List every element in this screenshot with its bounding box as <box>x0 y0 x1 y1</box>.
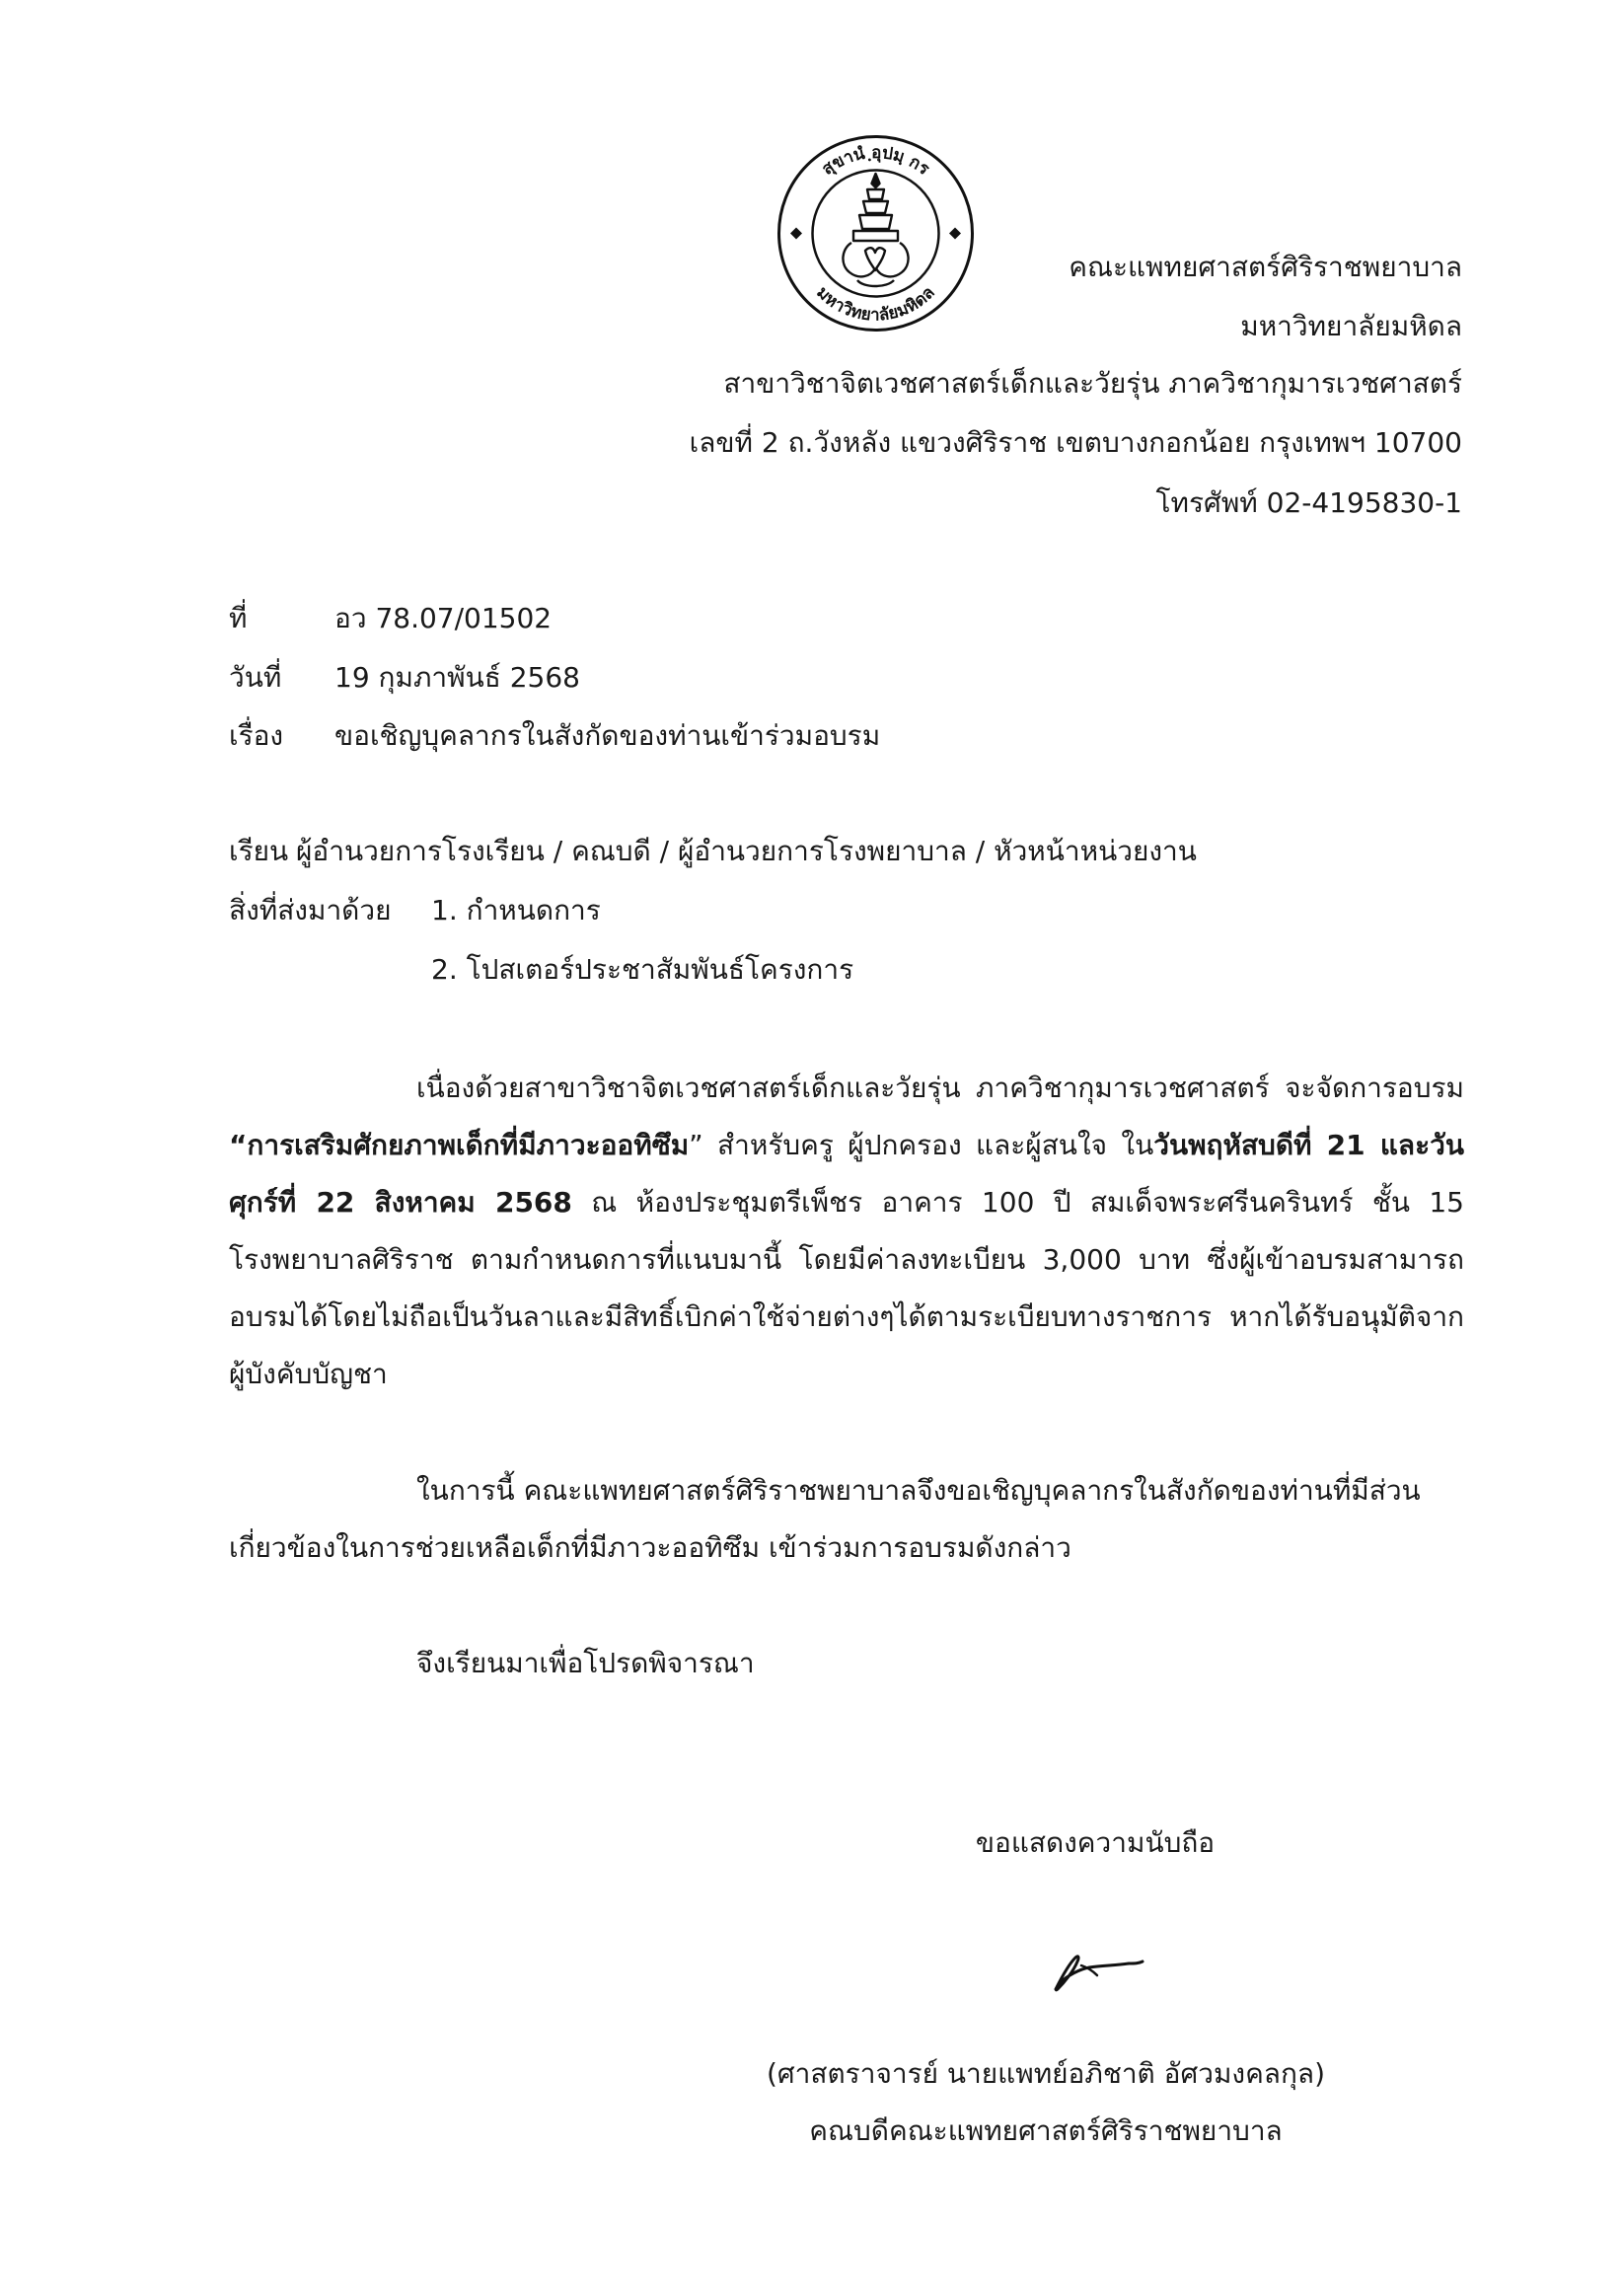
paragraph-line: เนื่องด้วยสาขาวิชาจิตเวชศาสตร์เด็กและวัยรุ่น ภาควิชากุมารเวชศาสตร์ จะจัดการอบรม <box>416 1072 1464 1104</box>
subject-value: ขอเชิญบุคลากรในสังกัดของท่านเข้าร่วมอบรม <box>334 719 881 752</box>
date-row <box>229 658 580 698</box>
venue-text: ณ ห้องประชุมตรีเพ็ชร อาคาร 100 ปี สมเด็จพระศรีนครินทร์ ชั้น 15 <box>571 1186 1464 1219</box>
paragraph-line: โรงพยาบาลศิริราช ตามกำหนดการที่แนบมานี้ โดยมีค่าลงทะเบียน 3,000 บาท ซึ่งผู้เข้าอบรมสามารถ <box>229 1243 1464 1276</box>
sender-address: เลขที่ 2 ถ.วังหลัง แขวงศิริราช เขตบางกอกน้อย กรุงเทพฯ 10700 <box>689 426 1462 459</box>
reference-label: ที่ <box>229 602 248 634</box>
seal-top-text: สุขานํ ฺอุปมฺ กร <box>818 142 933 180</box>
closing-salutation: ขอแสดงความนับถือ <box>975 1826 1216 1859</box>
audience-text: ” สำหรับครู ผู้ปกครอง และผู้สนใจ ใน <box>689 1129 1154 1161</box>
paragraph-line <box>229 1174 1464 1231</box>
signatory-name: (ศาสตราจารย์ นายแพทย์อภิชาติ อัศวมงคลกุล) <box>766 2057 1325 2090</box>
body-paragraph-1 <box>229 1060 1464 1403</box>
paragraph-line: อบรมได้โดยไม่ถือเป็นวันลาและมีสิทธิ์เบิกค่าใช้จ่ายต่างๆได้ตามระเบียบทางราชการ หากได้รับอนุมัติจาก <box>229 1300 1464 1333</box>
sender-division: สาขาวิชาจิตเวชศาสตร์เด็กและวัยรุ่น ภาควิชากุมารเวชศาสตร์ <box>723 367 1462 400</box>
paragraph-line: ในการนี้ คณะแพทยศาสตร์ศิริราชพยาบาลจึงขอเชิญบุคลากรในสังกัดของท่านที่มีส่วน <box>416 1474 1421 1507</box>
training-date-part-2: ศุกร์ที่ 22 สิงหาคม 2568 <box>229 1186 572 1219</box>
date-label: วันที่ <box>229 661 282 694</box>
enclosure-label: สิ่งที่ส่งมาด้วย <box>229 894 392 926</box>
training-date-part-1: วันพฤหัสบดีที่ 21 และวัน <box>1153 1129 1464 1161</box>
paragraph-line: เกี่ยวข้องในการช่วยเหลือเด็กที่มีภาวะออทิซึม เข้าร่วมการอบรมดังกล่าว <box>229 1531 1071 1564</box>
paragraph-line <box>229 1117 1464 1174</box>
reference-row <box>229 599 553 638</box>
signatory-position: คณบดีคณะแพทยศาสตร์ศิริราชพยาบาล <box>809 2114 1283 2147</box>
recipient-row <box>229 832 1197 871</box>
training-title: “การเสริมศักยภาพเด็กที่มีภาวะออทิซึม <box>229 1129 690 1161</box>
sender-university: มหาวิทยาลัยมหิดล <box>1240 310 1462 342</box>
handwritten-signature <box>1044 1942 1152 2001</box>
university-seal-logo <box>775 132 977 334</box>
seal-bottom-text: มหาวิทยาลัยมหิดล <box>812 282 939 326</box>
sender-faculty: คณะแพทยศาสตร์ศิริราชพยาบาล <box>1069 251 1462 283</box>
enclosure-item: 1. กำหนดการ <box>431 894 601 926</box>
body-paragraph-3 <box>229 1635 1464 1692</box>
reference-number: อว 78.07/01502 <box>334 602 553 634</box>
recipient-value: ผู้อำนวยการโรงเรียน / คณบดี / ผู้อำนวยการโรงพยาบาล / หัวหน้าหน่วยงาน <box>296 835 1197 867</box>
enclosure-item: 2. โปสเตอร์ประชาสัมพันธ์โครงการ <box>431 953 854 986</box>
enclosure-row <box>229 891 601 930</box>
subject-row <box>229 716 881 756</box>
sender-phone: โทรศัพท์ 02-4195830-1 <box>1155 486 1462 519</box>
paragraph-line: ผู้บังคับบัญชา <box>229 1358 388 1390</box>
subject-label: เรื่อง <box>229 719 284 752</box>
paragraph-line: จึงเรียนมาเพื่อโปรดพิจารณา <box>416 1647 755 1679</box>
body-paragraph-2 <box>229 1462 1464 1577</box>
date-value: 19 กุมภาพันธ์ 2568 <box>334 661 580 694</box>
recipient-label: เรียน <box>229 835 289 867</box>
